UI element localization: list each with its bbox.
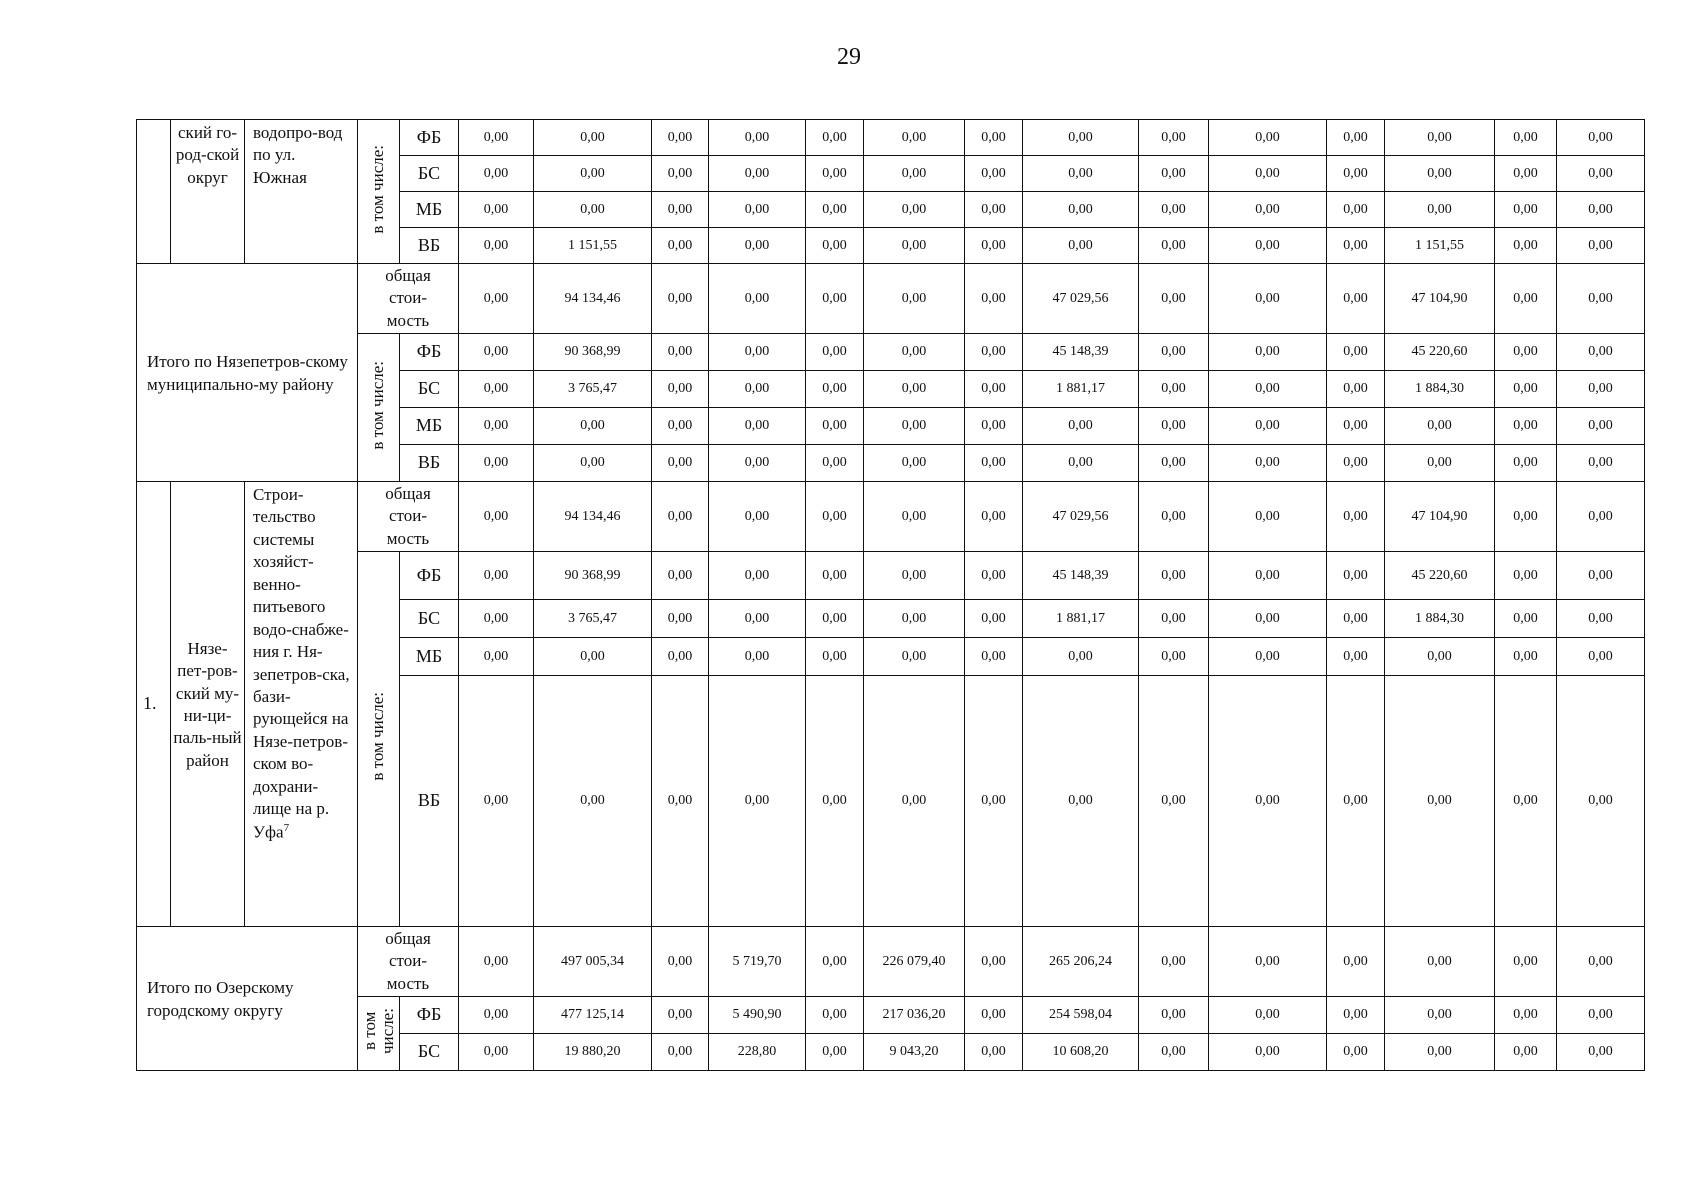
value-cell: 0,00 [652, 156, 709, 192]
total-value-cell: 0,00 [965, 927, 1023, 997]
value-cell: 0,00 [1327, 552, 1385, 600]
value-cell: 0,00 [806, 1034, 864, 1071]
fund-label: БС [400, 600, 459, 638]
value-cell: 0,00 [1327, 228, 1385, 264]
value-cell: 0,00 [652, 371, 709, 408]
value-cell: 0,00 [1023, 638, 1139, 676]
value-cell: 0,00 [1139, 676, 1209, 927]
value-cell: 0,00 [1495, 445, 1557, 482]
value-cell: 0,00 [1495, 120, 1557, 156]
value-cell: 0,00 [1139, 228, 1209, 264]
value-cell: 0,00 [1139, 600, 1209, 638]
value-cell: 0,00 [652, 1034, 709, 1071]
total-value-cell: 0,00 [709, 482, 806, 552]
value-cell: 0,00 [459, 552, 534, 600]
value-cell: 0,00 [1023, 445, 1139, 482]
value-cell: 0,00 [1327, 156, 1385, 192]
fund-label: ВБ [400, 445, 459, 482]
value-cell: 0,00 [709, 192, 806, 228]
total-value-cell: 94 134,46 [534, 482, 652, 552]
total-value-cell: 0,00 [1327, 482, 1385, 552]
fund-label: ФБ [400, 552, 459, 600]
value-cell: 0,00 [534, 408, 652, 445]
total-value-cell: 0,00 [652, 927, 709, 997]
value-cell: 0,00 [709, 638, 806, 676]
value-cell: 0,00 [1139, 156, 1209, 192]
value-cell: 5 490,90 [709, 997, 806, 1034]
total-value-cell: 5 719,70 [709, 927, 806, 997]
value-cell: 0,00 [1557, 445, 1645, 482]
total-value-cell: 226 079,40 [864, 927, 965, 997]
value-cell: 477 125,14 [534, 997, 652, 1034]
total-value-cell: 0,00 [965, 264, 1023, 334]
value-cell: 0,00 [1557, 676, 1645, 927]
value-cell: 0,00 [534, 676, 652, 927]
value-cell: 45 148,39 [1023, 552, 1139, 600]
value-cell: 0,00 [806, 192, 864, 228]
value-cell: 0,00 [806, 371, 864, 408]
value-cell: 0,00 [1557, 638, 1645, 676]
value-cell: 0,00 [965, 997, 1023, 1034]
value-cell: 0,00 [1023, 156, 1139, 192]
value-cell: 0,00 [1385, 192, 1495, 228]
value-cell: 0,00 [709, 371, 806, 408]
total-value-cell: 47 029,56 [1023, 264, 1139, 334]
total-ozersk-label: Итого по Озерскому городскому округу [137, 927, 358, 1071]
value-cell: 0,00 [864, 638, 965, 676]
value-cell: 0,00 [1327, 408, 1385, 445]
total-value-cell: 0,00 [1209, 927, 1327, 997]
value-cell: 0,00 [806, 676, 864, 927]
value-cell: 0,00 [1209, 408, 1327, 445]
value-cell: 0,00 [1209, 192, 1327, 228]
value-cell: 0,00 [1327, 1034, 1385, 1071]
total-value-cell: 0,00 [1385, 927, 1495, 997]
value-cell: 0,00 [1385, 445, 1495, 482]
total-value-cell: 0,00 [459, 927, 534, 997]
value-cell: 0,00 [1557, 334, 1645, 371]
value-cell: 0,00 [652, 638, 709, 676]
value-cell: 0,00 [652, 334, 709, 371]
value-cell: 0,00 [806, 334, 864, 371]
value-cell: 0,00 [1557, 371, 1645, 408]
value-cell: 0,00 [1495, 156, 1557, 192]
value-cell: 0,00 [1023, 676, 1139, 927]
value-cell: 0,00 [1495, 552, 1557, 600]
value-cell: 0,00 [1495, 638, 1557, 676]
including-label: в том числе: [358, 997, 400, 1071]
value-cell: 90 368,99 [534, 334, 652, 371]
value-cell: 0,00 [806, 408, 864, 445]
value-cell: 0,00 [806, 156, 864, 192]
value-cell: 0,00 [459, 600, 534, 638]
value-cell: 1 881,17 [1023, 600, 1139, 638]
value-cell: 0,00 [1209, 638, 1327, 676]
value-cell: 0,00 [1209, 997, 1327, 1034]
total-value-cell: 0,00 [1495, 264, 1557, 334]
municipality-cell: Нязе-пет-ров-ский му-ни-ци-паль-ный район [171, 482, 245, 927]
total-nyazepetrovsk-label: Итого по Нязепетров-скому муниципально-му району [137, 264, 358, 482]
value-cell: 0,00 [1327, 192, 1385, 228]
object-cell: Строи-тельство системы хозяйст-венно-питьевого водо-снабже-ния г. Ня-зепетров-ска, бази-рующейся на Нязе-петров-ском во-дохрани-лище на р. Уфа$^7$ [245, 482, 358, 927]
value-cell: 10 608,20 [1023, 1034, 1139, 1071]
value-cell: 0,00 [1385, 1034, 1495, 1071]
total-value-cell: 0,00 [1139, 927, 1209, 997]
fund-label: ФБ [400, 120, 459, 156]
value-cell: 217 036,20 [864, 997, 965, 1034]
value-cell: 0,00 [806, 638, 864, 676]
total-cost-label: общая стои- мость [358, 927, 459, 997]
value-cell: 0,00 [806, 600, 864, 638]
value-cell: 0,00 [1557, 408, 1645, 445]
value-cell: 0,00 [459, 997, 534, 1034]
total-value-cell: 94 134,46 [534, 264, 652, 334]
value-cell: 0,00 [1327, 638, 1385, 676]
value-cell: 0,00 [1495, 228, 1557, 264]
value-cell: 0,00 [1385, 408, 1495, 445]
value-cell: 0,00 [965, 334, 1023, 371]
value-cell: 0,00 [1557, 120, 1645, 156]
total-value-cell: 0,00 [1557, 927, 1645, 997]
total-value-cell: 0,00 [709, 264, 806, 334]
including-label: в том числе: [358, 120, 400, 264]
value-cell: 1 881,17 [1023, 371, 1139, 408]
object-cell: водопро-вод по ул. Южная [245, 120, 358, 264]
total-value-cell: 0,00 [652, 264, 709, 334]
value-cell: 0,00 [965, 228, 1023, 264]
value-cell: 0,00 [806, 445, 864, 482]
value-cell: 0,00 [652, 676, 709, 927]
value-cell: 0,00 [1557, 228, 1645, 264]
total-cost-label: общая стои- мость [358, 482, 459, 552]
value-cell: 0,00 [652, 445, 709, 482]
total-value-cell: 0,00 [864, 264, 965, 334]
value-cell: 0,00 [459, 676, 534, 927]
total-value-cell: 497 005,34 [534, 927, 652, 997]
total-cost-label: общая стои- мость [358, 264, 459, 334]
fund-label: БС [400, 1034, 459, 1071]
row-number: 1. [137, 482, 171, 927]
total-value-cell: 0,00 [1495, 482, 1557, 552]
value-cell: 0,00 [1327, 676, 1385, 927]
value-cell: 0,00 [709, 334, 806, 371]
value-cell: 0,00 [459, 228, 534, 264]
total-value-cell: 265 206,24 [1023, 927, 1139, 997]
including-label: в том числе: [358, 552, 400, 927]
value-cell: 0,00 [1139, 445, 1209, 482]
value-cell: 19 880,20 [534, 1034, 652, 1071]
value-cell: 0,00 [459, 1034, 534, 1071]
value-cell: 0,00 [709, 600, 806, 638]
value-cell: 254 598,04 [1023, 997, 1139, 1034]
value-cell: 0,00 [864, 228, 965, 264]
value-cell: 0,00 [1495, 334, 1557, 371]
fund-label: МБ [400, 408, 459, 445]
value-cell: 0,00 [1495, 371, 1557, 408]
value-cell: 0,00 [1495, 192, 1557, 228]
value-cell: 0,00 [806, 997, 864, 1034]
value-cell: 0,00 [652, 228, 709, 264]
value-cell: 0,00 [1139, 120, 1209, 156]
value-cell: 3 765,47 [534, 600, 652, 638]
value-cell: 0,00 [1209, 552, 1327, 600]
value-cell: 0,00 [709, 120, 806, 156]
value-cell: 0,00 [534, 445, 652, 482]
value-cell: 0,00 [1023, 408, 1139, 445]
total-value-cell: 0,00 [459, 482, 534, 552]
total-value-cell: 0,00 [1139, 482, 1209, 552]
value-cell: 0,00 [1139, 1034, 1209, 1071]
value-cell: 0,00 [459, 371, 534, 408]
total-value-cell: 0,00 [1327, 927, 1385, 997]
value-cell: 0,00 [709, 552, 806, 600]
total-value-cell: 0,00 [864, 482, 965, 552]
value-cell: 0,00 [806, 552, 864, 600]
value-cell: 0,00 [1209, 120, 1327, 156]
value-cell: 0,00 [965, 120, 1023, 156]
value-cell: 228,80 [709, 1034, 806, 1071]
value-cell: 0,00 [1139, 371, 1209, 408]
total-value-cell: 0,00 [806, 264, 864, 334]
value-cell: 0,00 [709, 676, 806, 927]
value-cell: 0,00 [965, 371, 1023, 408]
value-cell: 0,00 [1495, 408, 1557, 445]
total-value-cell: 0,00 [652, 482, 709, 552]
fund-label: БС [400, 156, 459, 192]
total-value-cell: 0,00 [806, 927, 864, 997]
value-cell: 0,00 [1209, 600, 1327, 638]
value-cell: 0,00 [864, 600, 965, 638]
value-cell: 0,00 [459, 638, 534, 676]
value-cell: 0,00 [459, 334, 534, 371]
page-number: 29 [837, 44, 861, 70]
value-cell: 0,00 [459, 120, 534, 156]
value-cell: 0,00 [1495, 600, 1557, 638]
value-cell: 0,00 [709, 445, 806, 482]
value-cell: 0,00 [534, 638, 652, 676]
value-cell: 0,00 [965, 552, 1023, 600]
total-value-cell: 47 104,90 [1385, 482, 1495, 552]
value-cell: 0,00 [965, 1034, 1023, 1071]
value-cell: 0,00 [1557, 552, 1645, 600]
value-cell: 0,00 [864, 371, 965, 408]
value-cell: 0,00 [459, 156, 534, 192]
value-cell: 0,00 [864, 676, 965, 927]
fund-label: ФБ [400, 334, 459, 371]
value-cell: 9 043,20 [864, 1034, 965, 1071]
value-cell: 0,00 [864, 408, 965, 445]
fund-label: БС [400, 371, 459, 408]
value-cell: 0,00 [1327, 445, 1385, 482]
value-cell: 0,00 [1139, 552, 1209, 600]
value-cell: 0,00 [1327, 334, 1385, 371]
value-cell: 0,00 [864, 552, 965, 600]
value-cell: 0,00 [1023, 228, 1139, 264]
value-cell: 0,00 [1209, 156, 1327, 192]
value-cell: 0,00 [1385, 120, 1495, 156]
value-cell: 0,00 [1327, 997, 1385, 1034]
value-cell: 0,00 [709, 156, 806, 192]
value-cell: 0,00 [652, 408, 709, 445]
value-cell: 0,00 [864, 334, 965, 371]
value-cell: 0,00 [1557, 156, 1645, 192]
including-label: в том числе: [358, 334, 400, 482]
value-cell: 0,00 [965, 156, 1023, 192]
total-value-cell: 0,00 [1495, 927, 1557, 997]
total-value-cell: 0,00 [1209, 264, 1327, 334]
value-cell: 45 148,39 [1023, 334, 1139, 371]
value-cell: 0,00 [864, 445, 965, 482]
total-value-cell: 0,00 [1209, 482, 1327, 552]
municipality-cell: ский го-род-ской округ [171, 120, 245, 264]
value-cell: 0,00 [806, 228, 864, 264]
value-cell: 0,00 [459, 192, 534, 228]
value-cell: 0,00 [652, 552, 709, 600]
value-cell: 0,00 [1327, 120, 1385, 156]
total-value-cell: 0,00 [1557, 482, 1645, 552]
value-cell: 0,00 [1209, 228, 1327, 264]
value-cell: 0,00 [1557, 192, 1645, 228]
total-value-cell: 47 104,90 [1385, 264, 1495, 334]
value-cell: 0,00 [1139, 638, 1209, 676]
fund-label: ВБ [400, 676, 459, 927]
value-cell: 90 368,99 [534, 552, 652, 600]
value-cell: 0,00 [709, 408, 806, 445]
value-cell: 0,00 [965, 600, 1023, 638]
value-cell: 0,00 [709, 228, 806, 264]
total-value-cell: 0,00 [459, 264, 534, 334]
value-cell: 0,00 [965, 192, 1023, 228]
value-cell: 0,00 [1385, 676, 1495, 927]
value-cell: 0,00 [534, 192, 652, 228]
value-cell: 0,00 [1557, 997, 1645, 1034]
value-cell: 0,00 [652, 600, 709, 638]
value-cell: 0,00 [1209, 676, 1327, 927]
value-cell: 0,00 [864, 192, 965, 228]
value-cell: 0,00 [965, 638, 1023, 676]
value-cell: 0,00 [1385, 156, 1495, 192]
value-cell: 0,00 [1139, 192, 1209, 228]
value-cell: 0,00 [1209, 371, 1327, 408]
total-value-cell: 0,00 [1139, 264, 1209, 334]
value-cell: 0,00 [1495, 676, 1557, 927]
value-cell: 0,00 [1495, 997, 1557, 1034]
value-cell: 0,00 [1557, 600, 1645, 638]
value-cell: 0,00 [1139, 408, 1209, 445]
value-cell: 0,00 [652, 192, 709, 228]
value-cell: 45 220,60 [1385, 334, 1495, 371]
value-cell: 1 884,30 [1385, 600, 1495, 638]
total-value-cell: 47 029,56 [1023, 482, 1139, 552]
value-cell: 0,00 [864, 120, 965, 156]
value-cell: 0,00 [652, 120, 709, 156]
total-value-cell: 0,00 [1327, 264, 1385, 334]
value-cell: 0,00 [965, 676, 1023, 927]
value-cell: 0,00 [965, 408, 1023, 445]
value-cell: 1 151,55 [1385, 228, 1495, 264]
value-cell: 45 220,60 [1385, 552, 1495, 600]
value-cell: 0,00 [652, 997, 709, 1034]
value-cell: 0,00 [806, 120, 864, 156]
budget-table [136, 119, 1645, 1071]
value-cell: 0,00 [534, 156, 652, 192]
value-cell: 0,00 [1139, 334, 1209, 371]
total-value-cell: 0,00 [965, 482, 1023, 552]
value-cell: 0,00 [1385, 638, 1495, 676]
value-cell: 0,00 [1495, 1034, 1557, 1071]
value-cell: 0,00 [1209, 1034, 1327, 1071]
fund-label: МБ [400, 192, 459, 228]
value-cell: 0,00 [1023, 192, 1139, 228]
value-cell: 0,00 [864, 156, 965, 192]
value-cell: 0,00 [1385, 997, 1495, 1034]
fund-label: ФБ [400, 997, 459, 1034]
value-cell: 0,00 [1023, 120, 1139, 156]
value-cell: 0,00 [1327, 371, 1385, 408]
value-cell: 0,00 [965, 445, 1023, 482]
value-cell: 1 884,30 [1385, 371, 1495, 408]
fund-label: ВБ [400, 228, 459, 264]
value-cell: 0,00 [1209, 334, 1327, 371]
value-cell: 0,00 [1557, 1034, 1645, 1071]
value-cell: 0,00 [459, 445, 534, 482]
value-cell: 0,00 [1327, 600, 1385, 638]
value-cell: 0,00 [534, 120, 652, 156]
value-cell: 3 765,47 [534, 371, 652, 408]
fund-label: МБ [400, 638, 459, 676]
number-cell-continued [137, 120, 171, 264]
value-cell: 0,00 [459, 408, 534, 445]
value-cell: 0,00 [1209, 445, 1327, 482]
value-cell: 0,00 [1139, 997, 1209, 1034]
total-value-cell: 0,00 [1557, 264, 1645, 334]
total-value-cell: 0,00 [806, 482, 864, 552]
value-cell: 1 151,55 [534, 228, 652, 264]
